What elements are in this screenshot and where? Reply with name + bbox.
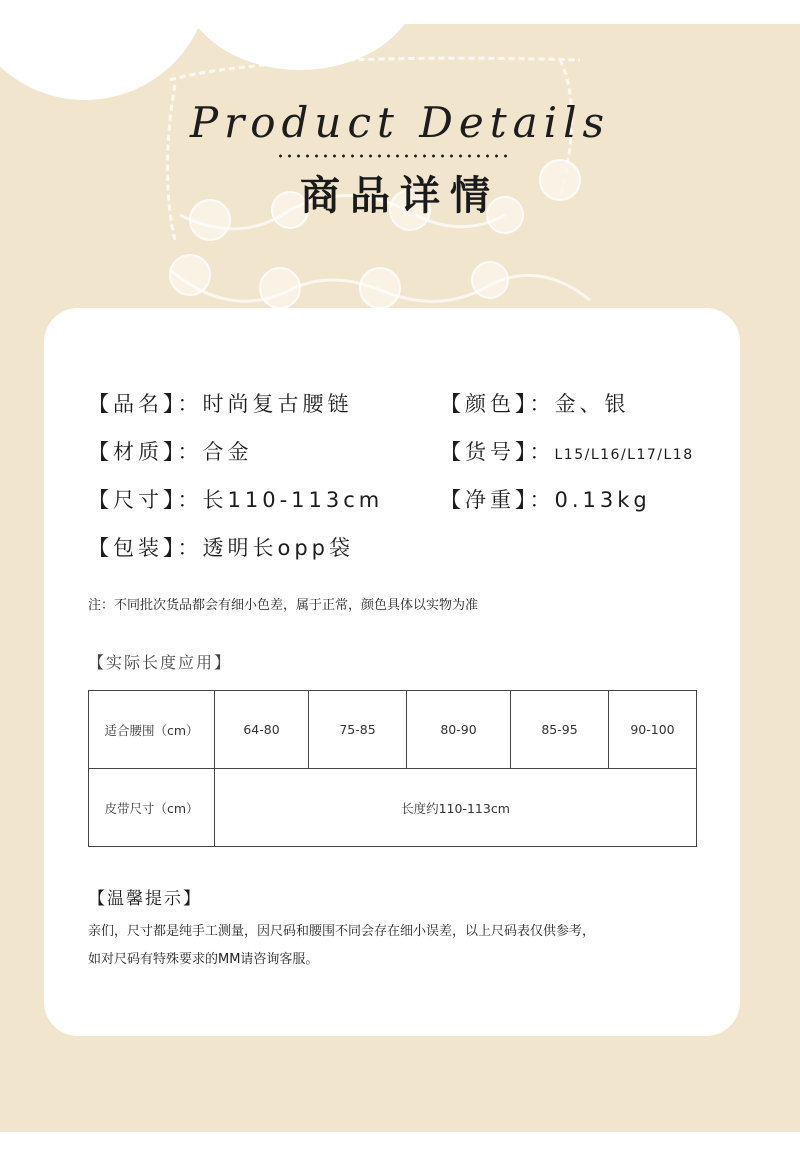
spec-colon: ： bbox=[529, 392, 555, 416]
spec-sku bbox=[440, 436, 694, 466]
spec-material-label: 【材质】 bbox=[88, 440, 178, 464]
spec-material bbox=[88, 436, 253, 466]
title-dotted-divider bbox=[276, 154, 512, 158]
size-table bbox=[88, 690, 697, 847]
spec-color bbox=[440, 388, 630, 418]
spec-name-label: 【品名】 bbox=[88, 392, 178, 416]
tips-title: 【温馨提示】 bbox=[88, 889, 202, 909]
spec-color-value: 金、银 bbox=[554, 392, 630, 416]
spec-name bbox=[88, 388, 353, 418]
tips-text bbox=[88, 918, 595, 974]
spec-size-value: 长110-113cm bbox=[202, 488, 384, 512]
spec-name-value: 时尚复古腰链 bbox=[202, 392, 353, 416]
spec-sku-label: 【货号】 bbox=[440, 440, 530, 464]
spec-material-value: 合金 bbox=[202, 440, 253, 464]
bottom-white-strip bbox=[0, 1132, 800, 1162]
spec-colon: ： bbox=[177, 536, 203, 560]
table-row bbox=[89, 691, 697, 769]
waist-range-cell: 75-85 bbox=[309, 691, 407, 769]
spec-color-label: 【颜色】 bbox=[440, 392, 530, 416]
color-difference-note: 注：不同批次货品都会有细小色差，属于正常，颜色具体以实物为准 bbox=[88, 598, 479, 613]
waist-range-cell: 80-90 bbox=[407, 691, 511, 769]
spec-package-value: 透明长opp袋 bbox=[202, 536, 355, 560]
belt-length-cell: 长度约110-113cm bbox=[215, 769, 697, 847]
spec-sku-value: L15/L16/L17/L18 bbox=[554, 447, 694, 463]
spec-colon: ： bbox=[529, 488, 555, 512]
spec-size-label: 【尺寸】 bbox=[88, 488, 178, 512]
table-row bbox=[89, 769, 697, 847]
waist-range-cell: 64-80 bbox=[215, 691, 309, 769]
spec-package-label: 【包装】 bbox=[88, 536, 178, 560]
spec-weight-value: 0.13kg bbox=[554, 488, 651, 512]
spec-size bbox=[88, 484, 383, 514]
tips-line-2: 如对尺码有特殊要求的MM请咨询客服。 bbox=[88, 952, 319, 967]
spec-weight bbox=[440, 484, 651, 514]
waist-row-header: 适合腰围（cm） bbox=[89, 691, 215, 769]
tips-line-1: 亲们，尺寸都是纯手工测量，因尺码和腰围不同会存在细小误差，以上尺码表仅供参考， bbox=[88, 924, 596, 939]
waist-range-cell: 90-100 bbox=[609, 691, 697, 769]
title-english: Product Details bbox=[189, 98, 611, 147]
length-section-title: 【实际长度应用】 bbox=[88, 653, 233, 672]
spec-weight-label: 【净重】 bbox=[440, 488, 530, 512]
spec-package bbox=[88, 532, 354, 562]
spec-colon: ： bbox=[177, 440, 203, 464]
spec-colon: ： bbox=[529, 440, 555, 464]
spec-colon: ： bbox=[177, 488, 203, 512]
waist-range-cell: 85-95 bbox=[511, 691, 609, 769]
belt-row-header: 皮带尺寸（cm） bbox=[89, 769, 215, 847]
spec-colon: ： bbox=[177, 392, 203, 416]
title-chinese: 商品详情 bbox=[300, 173, 500, 219]
